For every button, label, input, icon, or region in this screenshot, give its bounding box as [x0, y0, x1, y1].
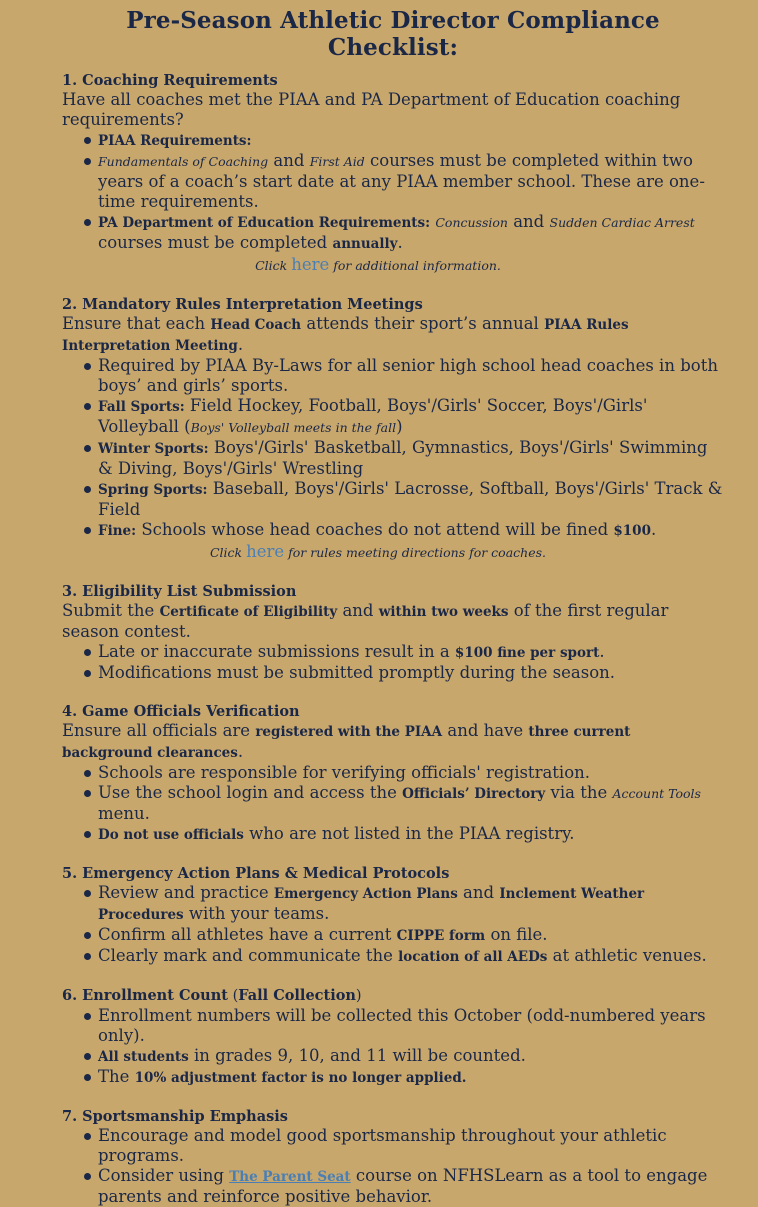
section-title: 3. Eligibility List Submission: [62, 583, 297, 600]
bullet-icon: [84, 770, 91, 777]
bullet-list: [62, 130, 724, 254]
bullet-icon: [84, 670, 91, 677]
list-item: Required by PIAA By-Laws for all senior high school head coaches in both boys’ and girls’ sports.: [98, 356, 724, 396]
list-item: Encourage and model good sportsmanship throughout your athletic programs.: [98, 1126, 724, 1166]
list-item: Consider using The Parent Seat course on NFHSLearn as a tool to engage parents and reinforce positive behavior.: [98, 1166, 724, 1207]
parent-seat-link[interactable]: The Parent Seat: [229, 1169, 351, 1185]
section-coaching-requirements: [62, 71, 724, 276]
list-item: Clearly mark and communicate the location of all AEDs at athletic venues.: [98, 946, 724, 967]
bullet-list: [62, 1126, 724, 1207]
list-item: Confirm all athletes have a current CIPPE form on file.: [98, 925, 724, 946]
section-intro: Ensure all officials are registered with the PIAA and have three current background clearances.: [62, 721, 631, 761]
section-title: 1. Coaching Requirements: [62, 72, 278, 89]
list-item: Enrollment numbers will be collected this October (odd-numbered years only).: [98, 1006, 724, 1046]
list-item: Fundamentals of Coaching and First Aid courses must be completed within two years of a coach’s start date at any PIAA member school. These are one-time requirements.: [98, 151, 724, 212]
section-title: 5. Emergency Action Plans & Medical Protocols: [62, 865, 450, 882]
list-item: Schools are responsible for verifying officials' registration.: [98, 763, 724, 783]
list-item: Fall Sports: Field Hockey, Football, Boys'/Girls' Soccer, Boys'/Girls' Volleyball (Boys' Volleyball meets in the fall): [98, 396, 724, 438]
bullet-icon: [84, 219, 91, 226]
list-item: PIAA Requirements:: [98, 130, 724, 151]
bullet-icon: [84, 1013, 91, 1020]
additional-info-link[interactable]: here: [291, 255, 330, 274]
bullet-icon: [84, 137, 91, 144]
section-rules-meetings: [62, 295, 724, 563]
list-item: All students in grades 9, 10, and 11 will be counted.: [98, 1046, 724, 1067]
list-item: Spring Sports: Baseball, Boys'/Girls' Lacrosse, Softball, Boys'/Girls' Track & Field: [98, 479, 724, 520]
list-item: Late or inaccurate submissions result in a $100 fine per sport.: [98, 642, 724, 663]
section-intro: Have all coaches met the PIAA and PA Department of Education coaching requirements?: [62, 90, 681, 129]
bullet-icon: [84, 158, 91, 165]
bullet-icon: [84, 363, 91, 370]
section-title: 7. Sportsmanship Emphasis: [62, 1108, 288, 1125]
bullet-icon: [84, 1053, 91, 1060]
section-eligibility: [62, 582, 724, 683]
section-sportsmanship: [62, 1107, 724, 1207]
bullet-icon: [84, 1133, 91, 1140]
bullet-icon: [84, 953, 91, 960]
list-item: Review and practice Emergency Action Plans and Inclement Weather Procedures with your teams.: [98, 883, 724, 925]
bullet-icon: [84, 831, 91, 838]
bullet-icon: [84, 890, 91, 897]
section-title: 6. Enrollment Count (Fall Collection): [62, 987, 362, 1004]
section-intro: Submit the Certificate of Eligibility and within two weeks of the first regular season contest.: [62, 601, 669, 641]
page-title: Pre-Season Athletic Director Compliance Checklist:: [126, 7, 660, 61]
bullet-list: [62, 642, 724, 683]
bullet-icon: [84, 527, 91, 534]
info-note: Click here for rules meeting directions for coaches.: [209, 542, 546, 561]
bullet-icon: [84, 486, 91, 493]
bullet-list: [62, 883, 724, 967]
bullet-icon: [84, 649, 91, 656]
list-item: Winter Sports: Boys'/Girls' Basketball, Gymnastics, Boys'/Girls' Swimming & Diving, Boys'/Girls' Wrestling: [98, 438, 724, 479]
bullet-list: [62, 763, 724, 845]
bullet-icon: [84, 1074, 91, 1081]
list-item: Fine: Schools whose head coaches do not attend will be fined $100.: [98, 520, 724, 541]
list-item: Do not use officials who are not listed in the PIAA registry.: [98, 824, 724, 845]
section-title: 4. Game Officials Verification: [62, 703, 300, 720]
bullet-icon: [84, 1173, 91, 1180]
section-title: 2. Mandatory Rules Interpretation Meetings: [62, 296, 423, 313]
bullet-icon: [84, 790, 91, 797]
section-enrollment: [62, 986, 724, 1088]
bullet-list: [62, 356, 724, 541]
bullet-icon: [84, 932, 91, 939]
section-intro: Ensure that each Head Coach attends their sport’s annual PIAA Rules Interpretation Meeting.: [62, 314, 629, 354]
rules-meeting-link[interactable]: here: [246, 542, 285, 561]
section-officials: [62, 702, 724, 845]
info-note: Click here for additional information.: [255, 255, 501, 274]
list-item: Modifications must be submitted promptly during the season.: [98, 663, 724, 683]
list-item: The 10% adjustment factor is no longer applied.: [98, 1067, 724, 1088]
bullet-icon: [84, 403, 91, 410]
list-item: Use the school login and access the Officials’ Directory via the Account Tools menu.: [98, 783, 724, 824]
bullet-list: [62, 1006, 724, 1088]
list-item: PA Department of Education Requirements: Concussion and Sudden Cardiac Arrest courses must be completed annually.: [98, 212, 724, 254]
section-emergency: [62, 864, 724, 967]
bullet-icon: [84, 445, 91, 452]
